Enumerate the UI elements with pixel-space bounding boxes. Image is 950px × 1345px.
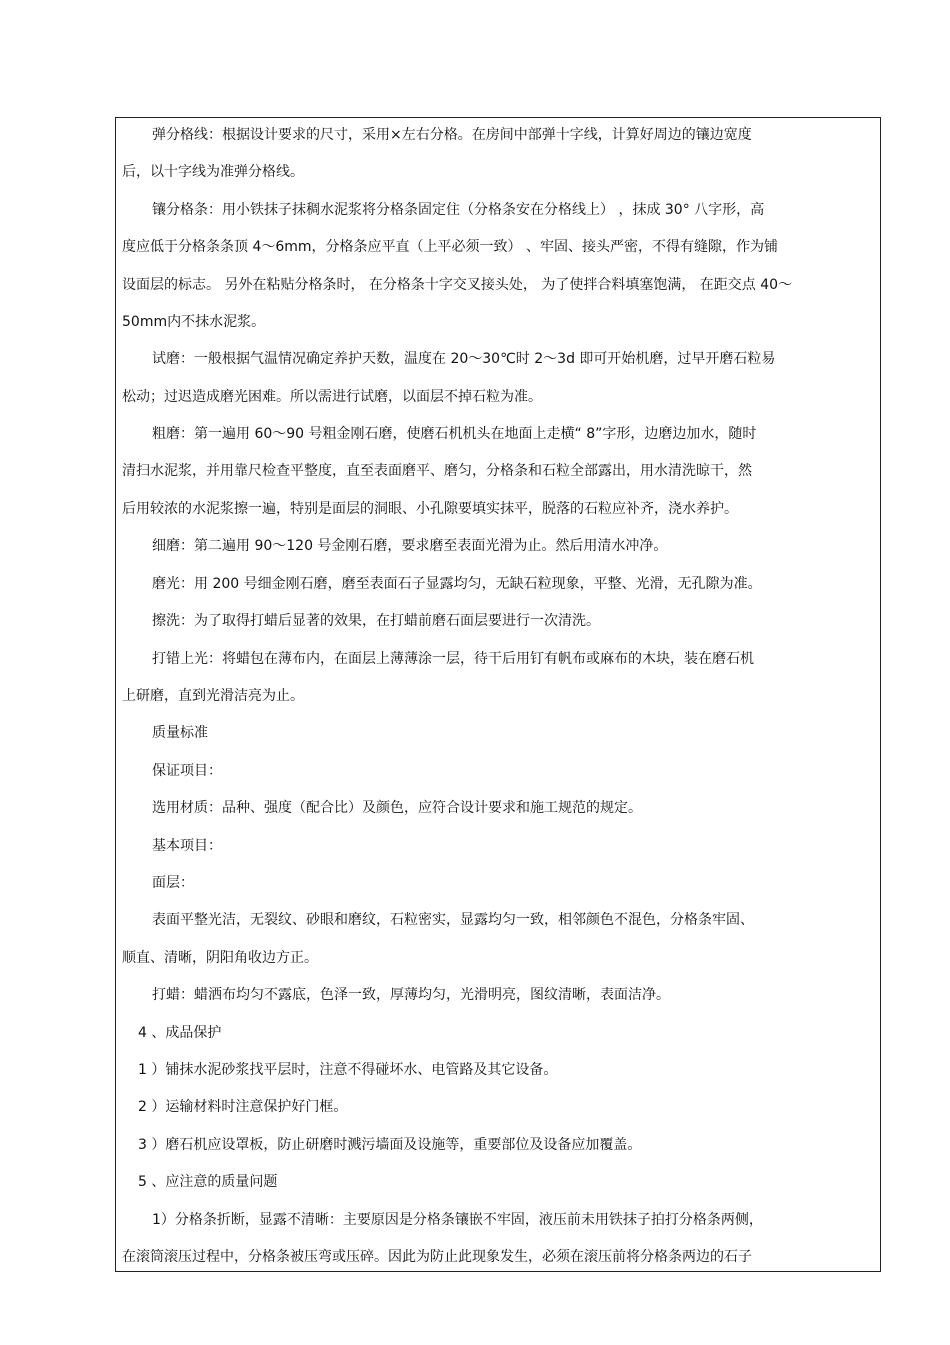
section-heading: 5 、应注意的质量问题 [138, 1174, 278, 1190]
text-line: 50mm内不抹水泥浆。 [122, 314, 266, 330]
section-heading: 质量标准 [152, 725, 208, 741]
text-line: 设面层的标志。 另外在粘贴分格条时， 在分格条十字交叉接头处， 为了使拌合料填塞饱满， 在距交点 40～ [122, 277, 793, 293]
text-line: 弹分格线：根据设计要求的尺寸，采用×左右分格。在房间中部弹十字线，计算好周边的镶边宽度 [152, 127, 752, 143]
text-line: 清扫水泥浆，并用靠尺检查平整度，直至表面磨平、磨匀，分格条和石粒全部露出，用水清洗晾干，然 [122, 463, 752, 479]
text-line: 在滚筒滚压过程中，分格条被压弯或压碎。因此为防止此现象发生，必须在滚压前将分格条两边的石子 [122, 1249, 752, 1265]
text-line: 松动；过迟造成磨光困难。所以需进行试磨，以面层不掉石粒为准。 [122, 389, 542, 405]
text-line: 度应低于分格条条顶 4～6mm，分格条应平直（上平必须一致） 、牢固、接头严密，不得有缝隙，作为铺 [122, 239, 778, 255]
text-line: 后用较浓的水泥浆擦一遍，特别是面层的洞眼、小孔隙要填实抹平，脱落的石粒应补齐，浇水养护。 [122, 501, 738, 517]
text-line: 保证项目： [152, 763, 222, 779]
text-line: 后，以十字线为准弹分格线。 [122, 164, 304, 180]
list-item: 3 ）磨石机应设罩板，防止研磨时溅污墙面及设施等，重要部位及设备应加覆盖。 [138, 1137, 642, 1153]
text-line: 表面平整光洁，无裂纹、砂眼和磨纹，石粒密实，显露均匀一致，相邻颜色不混色，分格条牢固、 [152, 912, 754, 928]
text-line: 磨光：用 200 号细金刚石磨，磨至表面石子显露均匀，无缺石粒现象，平整、光滑，无孔隙为准。 [152, 576, 762, 592]
text-line: 粗磨：第一遍用 60～90 号粗金刚石磨，使磨石机机头在地面上走横“ 8”字形，边磨边加水，随时 [152, 426, 757, 442]
text-line: 顺直、清晰，阴阳角收边方正。 [122, 950, 318, 966]
list-item: 2 ）运输材料时注意保护好门框。 [138, 1099, 348, 1115]
text-line: 基本项目： [152, 838, 222, 854]
text-line: 细磨：第二遍用 90～120 号金刚石磨，要求磨至表面光滑为止。然后用清水冲净。 [152, 538, 668, 554]
list-item: 1 ）铺抹水泥砂浆找平层时，注意不得碰坏水、电管路及其它设备。 [138, 1062, 558, 1078]
text-line: 镶分格条：用小铁抹子抹稠水泥浆将分格条固定住（分格条安在分格线上） ，抹成 30° 八字形，高 [152, 202, 765, 218]
text-line: 上研磨，直到光滑洁亮为止。 [122, 688, 304, 704]
text-line: 擦洗：为了取得打蜡后显著的效果，在打蜡前磨石面层要进行一次清洗。 [152, 613, 600, 629]
text-line: 面层： [152, 875, 194, 891]
text-line: 打错上光：将蜡包在薄布内，在面层上薄薄涂一层，待干后用钉有帆布或麻布的木块，装在磨石机 [152, 651, 754, 667]
section-heading: 4 、成品保护 [138, 1025, 222, 1041]
text-line: 打蜡：蜡洒布均匀不露底，色泽一致，厚薄均匀，光滑明亮，图纹清晰，表面洁净。 [152, 987, 670, 1003]
text-line: 试磨：一般根据气温情况确定养护天数，温度在 20～30℃时 2～3d 即可开始机磨，过早开磨石粒易 [152, 351, 776, 367]
text-line: 选用材质：品种、强度（配合比）及颜色，应符合设计要求和施工规范的规定。 [152, 800, 642, 816]
text-line: 1）分格条折断，显露不清晰：主要原因是分格条镶嵌不牢固，液压前未用铁抹子拍打分格条两侧， [152, 1212, 763, 1228]
